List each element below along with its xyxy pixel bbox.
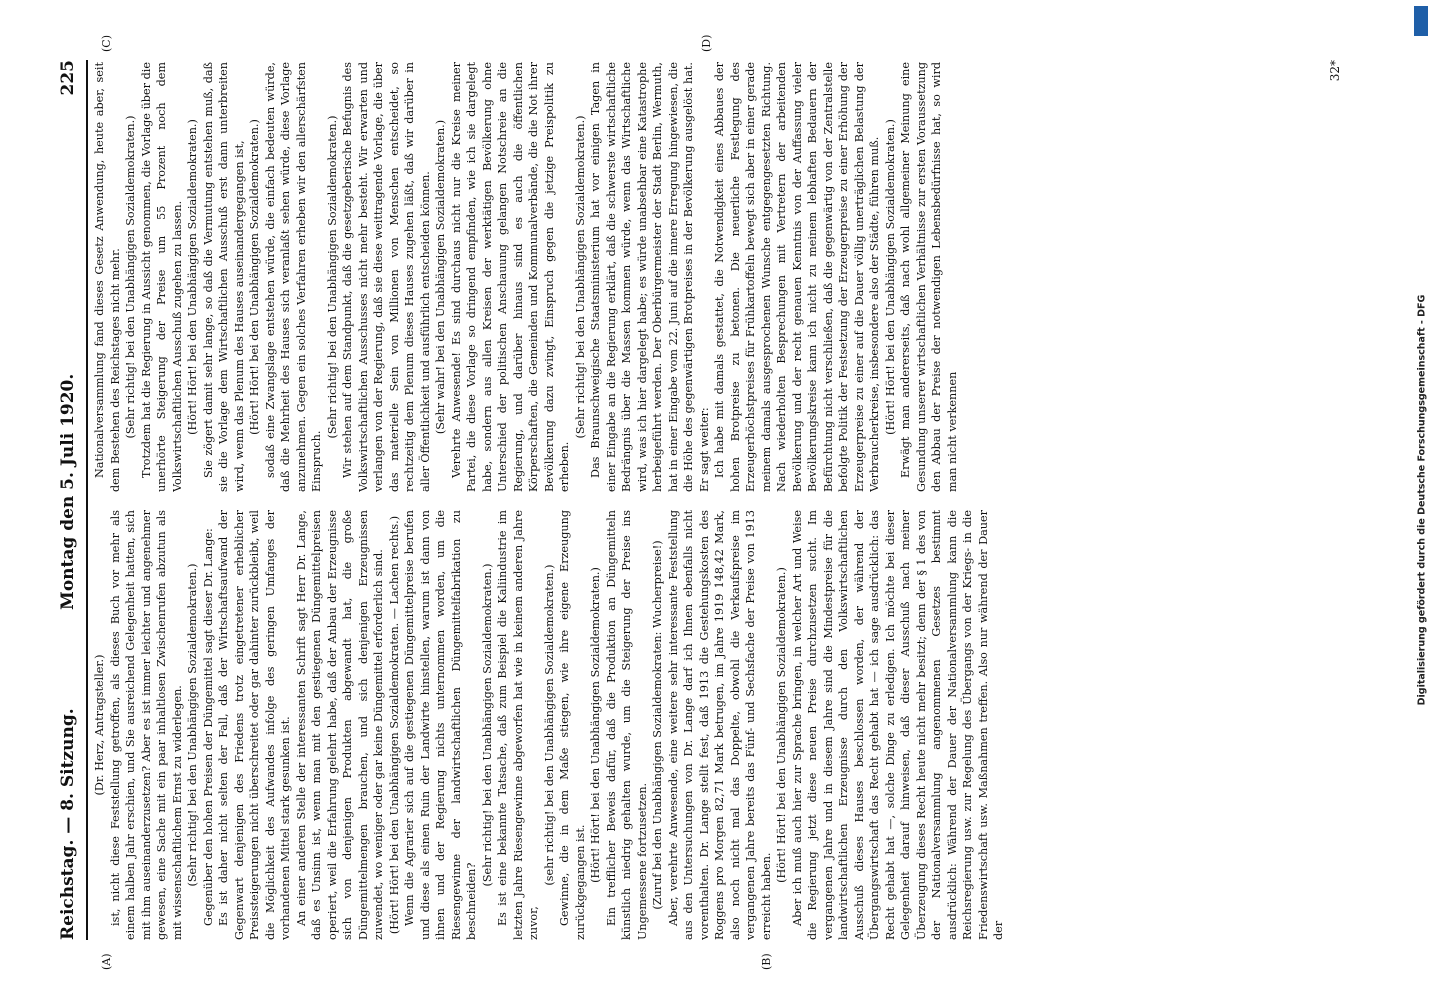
paragraph: (Sehr wahr! bei den Unabhängigen Sozialdemokraten.) [434, 119, 447, 435]
paragraph: (Hört! Hört! bei den Unabhängigen Sozialdemokraten.) [775, 567, 788, 883]
paragraph: (Sehr richtig! bei den Unabhängigen Sozialdemokraten.) [480, 563, 494, 887]
paragraph: (Dr. Herz, Antragsteller.) [93, 654, 106, 796]
paragraph: (Hört! Hört! bei den Unabhängigen Sozialdemokraten. — Lachen rechts.) [387, 515, 401, 935]
paragraph: Aber, verehrte Anwesende, eine weitere sehr interessante Feststellung aus den Untersuchungen von Dr. Lange darf ich Ihnen ebenfalls nicht vorenthalten. Dr. Lange stellt fest, daß 1913 die Gestehungskosten des Roggens pro Morgen 82,71 Mark betrugen, im Jahre 1919 148,42 Mark, also noch nicht mal das Doppelte, obwohl die Verkaufspreise im vergangenen Jahre bereits das Fünf- und Sechsfache der Preise von 1913 erreicht haben. [666, 510, 773, 940]
paragraph: Das Braunschweigische Staatsministerium hat vor einigen Tagen in einer Eingabe an die Regierung erklärt, daß die schwerste wirtschaftliche Bedrängnis über die Massen kommen würde, wenn das Wirtschaftliche wird, was ich hier dargelegt habe; es würde unabsehbar eine Katastrophe herbeigeführt werden. Der Oberbürgermeister der Stadt Berlin, Wermuth, hat in einer Eingabe vom 22. Juni auf die innere Erregung hingewiesen, die die Höhe des gegenwärtigen Brotpreises in der Bevölkerung ausgelöst hat. Er sagt weiter: [589, 62, 711, 492]
paragraph: Wir stehen auf dem Standpunkt, daß die gesetzgeberische Befugnis des Volkswirtschaftlichen Ausschusses nicht mehr besteht. Wir erwarten und verlangen von der Regierung, daß sie diese weittragende Vorlage, die über das materielle Sein von Millionen von Menschen entscheidet, so rechtzeitig dem Plenum dieses Hauses zugehen läßt, daß wir darüber in aller Öffentlichkeit und ausführlich entscheiden können. [341, 62, 432, 492]
margin-label-b: (B) [760, 953, 773, 970]
left-text-column [92, 510, 1352, 940]
paragraph: Wenn die Agrarier sich auf die gestiegenen Düngemittelpreise berufen und diese als einen Ruin der Landwirte hinstellen, warum ist dann von ihnen und der Regierung nichts unternommen worden, um die Riesengewinne der landwirtschaftlichen Düngemittelfabrikation zu beschneiden? [403, 510, 478, 940]
paragraph: ist, nicht diese Feststellung getroffen, als dieses Buch vor mehr als einem halben Jahr erschien, und Sie ausreichend Gelegenheit hatten, sich mit ihm auseinanderzusetzen? Aber es ist immer leichter und angenehmer gewesen, eine Sache mit ein paar inhaltlosen Zwischenrufen abzutun als mit wissenschaftlichem Ernst zu widerlegen. [108, 510, 184, 940]
paragraph: (Sehr richtig! bei den Unabhängigen Sozialdemokraten.) [186, 563, 199, 887]
paragraph: (Sehr richtig! bei den Unabhängigen Sozialdemokraten.) [325, 115, 339, 439]
paragraph: (Sehr richtig! bei den Unabhängigen Sozialdemokraten.) [573, 115, 587, 439]
header-rule [86, 60, 88, 940]
paragraph: (Hört! Hört! bei den Unabhängigen Sozialdemokraten.) [248, 119, 261, 435]
paragraph: Erwägt man andererseits, daß nach wohl allgemeiner Meinung eine Gesundung unserer wirtschaftlichen Verhältnisse zur ersten Voraussetzung den Abbau der Preise der notwendigen Lebensbedürfnisse hat, so wird man nicht verkennen [899, 62, 959, 492]
page-header [58, 60, 82, 940]
credit-text: Digitalisierung gefördert durch die Deutsche Forschungsgemeinschaft - DFG [1416, 294, 1428, 706]
paragraph: Es ist daher nicht selten der Fall, daß der Wirtschaftsaufwand der Gegenwart denjenigen des Friedens trotz eingetretener erheblicher Preissteigerungen nicht überschreitet oder gar dahinter zurückbleibt, weil die Möglichkeit des Aufwandes infolge des geringen Umfanges der vorhandenen Mittel stark gesunken ist. [217, 510, 292, 940]
paragraph: Aber ich muß auch hier zur Sprache bringen, in welcher Art und Weise die Regierung jetzt diese neuen Preise durchzusetzen sucht. Im vergangenen Jahre und in diesem Jahre sind die Mindestpreise für die landwirtschaftlichen Erzeugnisse durch den Volkswirtschaftlichen Ausschuß dieses Hauses beschlossen worden, der während der Übergangswirtschaft das Recht gehabt hat — ich sage ausdrücklich: das Recht gehabt hat —, solche Dinge zu erledigen. Ich möchte bei dieser Gelegenheit darauf hinweisen, daß dieser Ausschuß nach meiner Überzeugung dieses Recht heute nicht mehr besitzt; denn der § 1 des von der Nationalversammlung angenommenen Gesetzes bestimmt ausdrücklich: Während der Dauer der Nationalversammlung kann die Reichsregierung usw. zur Regelung des Übergangs von der Kriegs- in die Friedenswirtschaft usw. Maßnahmen treffen. Also nur während der Dauer der [790, 510, 1005, 940]
paragraph: (Sehr richtig! bei den Unabhängigen Sozialdemokraten.) [124, 115, 137, 439]
paragraph: (Hört! Hört! bei den Unabhängigen Sozialdemokraten.) [883, 119, 897, 435]
paragraph: (Hört! Hört! bei den Unabhängigen Sozialdemokraten.) [589, 567, 602, 883]
paragraph: Verehrte Anwesende! Es sind durchaus nicht nur die Kreise meiner Partei, die diese Vorlage so dringend empfinden, wie ich sie dargelegt habe, sondern aus allen Kreisen der werktätigen Bevölkerung ohne Unterschied der politischen Anschauung gelangen Notschreie an die Regierung, und darüber hinaus sind es auch die öffentlichen Körperschaften, die Gemeinden und Kommunalverbände, die die Not ihrer Bevölkerung dazu zwingt, Einspruch gegen die jetzige Preispolitik zu erheben. [449, 62, 571, 492]
paragraph: (Zuruf bei den Unabhängigen Sozialdemokraten: Wucherpreise!) [651, 540, 664, 910]
right-text-column [92, 62, 1352, 492]
paragraph: sodaß eine Zwangslage entstehen würde, die einfach bedeuten würde, daß die Mehrheit des Hauses sich veranlaßt sehen würde, diese Vorlage anzunehmen. Gegen ein solches Verfahren erheben wir den allerschärfsten Einspruch. [263, 62, 323, 492]
margin-label-a: (A) [100, 953, 113, 970]
paragraph: Ein trefflicher Beweis dafür, daß die Produktion an Düngemitteln künstlich niedrig gehalten wurde, um die Steigerung der Preise ins Ungemessene fortzusetzen. [604, 510, 649, 940]
page-number: 225 [58, 60, 78, 96]
signature-mark: 32* [1328, 60, 1342, 82]
paragraph: Trotzdem hat die Regierung in Aussicht genommen, die Vorlage über die unerhörte Steigerung der Preise um 55 Prozent noch dem Volkswirtschaftlichen Ausschuß zugehen zu lassen. [139, 62, 184, 492]
paragraph: Es ist eine bekannte Tatsache, daß zum Beispiel die Kaliindustrie im letzten Jahre Riesengewinne abgeworfen hat wie in keinem anderen Jahre zuvor, [496, 510, 540, 940]
margin-label-d: (D) [700, 34, 713, 52]
header-center: Montag den 5. Juli 1920. [58, 373, 78, 610]
paragraph: Sie zögert damit sehr lange, so daß die Vermutung entstehen muß, daß sie die Vorlage dem Wirtschaftlichen Ausschuß erst dann unterbreiten wird, wenn das Plenum des Hauses auseinandergegangen ist, [201, 62, 246, 492]
paragraph: Nationalversammlung fand dieses Gesetz Anwendung, heute aber, seit dem Bestehen des Reichstages nicht mehr. [93, 62, 122, 492]
paragraph: (Hört! Hört! bei den Unabhängigen Sozialdemokraten.) [186, 119, 199, 435]
paragraph: Ich habe mit damals gestattet, die Notwendigkeit eines Abbaues der hohen Brotpreise zu betonen. Die neuerliche Festlegung des Erzeugerhöchstpreises für Frühkartoffeln bewegt sich aber in einer gerade meinem damals ausgesprochenen Wunsche entgegengesetzten Richtung. Nach wiederholten Besprechungen mit Vertretern der arbeitenden Bevölkerung und der recht genauen Kenntnis von der Auffassung vieler Bevölkerungskreise kann ich nicht zu meinem lebhaften Bedauern der Befürchtung nicht verschließen, daß die gegenwärtig von der Zentralstelle befolgte Politik der Festsetzung der Erzeugerpreise zu einer Erhöhung der Erzeugerpreise zu einer auf die Dauer völlig unerträglichen Belastung der Verbraucherkreise, insbesondere also der Städte, führen muß. [713, 62, 881, 492]
paragraph: Gegenüber den hohen Preisen der Düngemittel sagt dieser Dr. Lange: [201, 528, 215, 926]
paragraph: Gewinne, die in dem Maße stiegen, wie ihre eigene Erzeugung zurückgegangen ist. [558, 510, 587, 940]
header-left: Reichstag. — 8. Sitzung. [58, 708, 78, 940]
paragraph: An einer anderen Stelle der interessanten Schrift sagt Herr Dr. Lange, daß es Unsinn ist, wenn man mit den gestiegenen Düngemittelpreisen operiert, weil die Erfahrung gelehrt habe, daß der Anbau der Erzeugnisse sich von denjenigen Produkten abgewandt hat, die große Düngemittelmengen brauchen, und sich denjenigen Erzeugnissen zuwendet, wo weniger oder gar keine Düngemittel erforderlich sind. [294, 510, 385, 940]
digitization-credit [1408, 6, 1434, 994]
margin-label-c: (C) [100, 35, 113, 52]
paragraph: (sehr richtig! bei den Unabhängigen Sozialdemokraten.) [542, 564, 556, 886]
